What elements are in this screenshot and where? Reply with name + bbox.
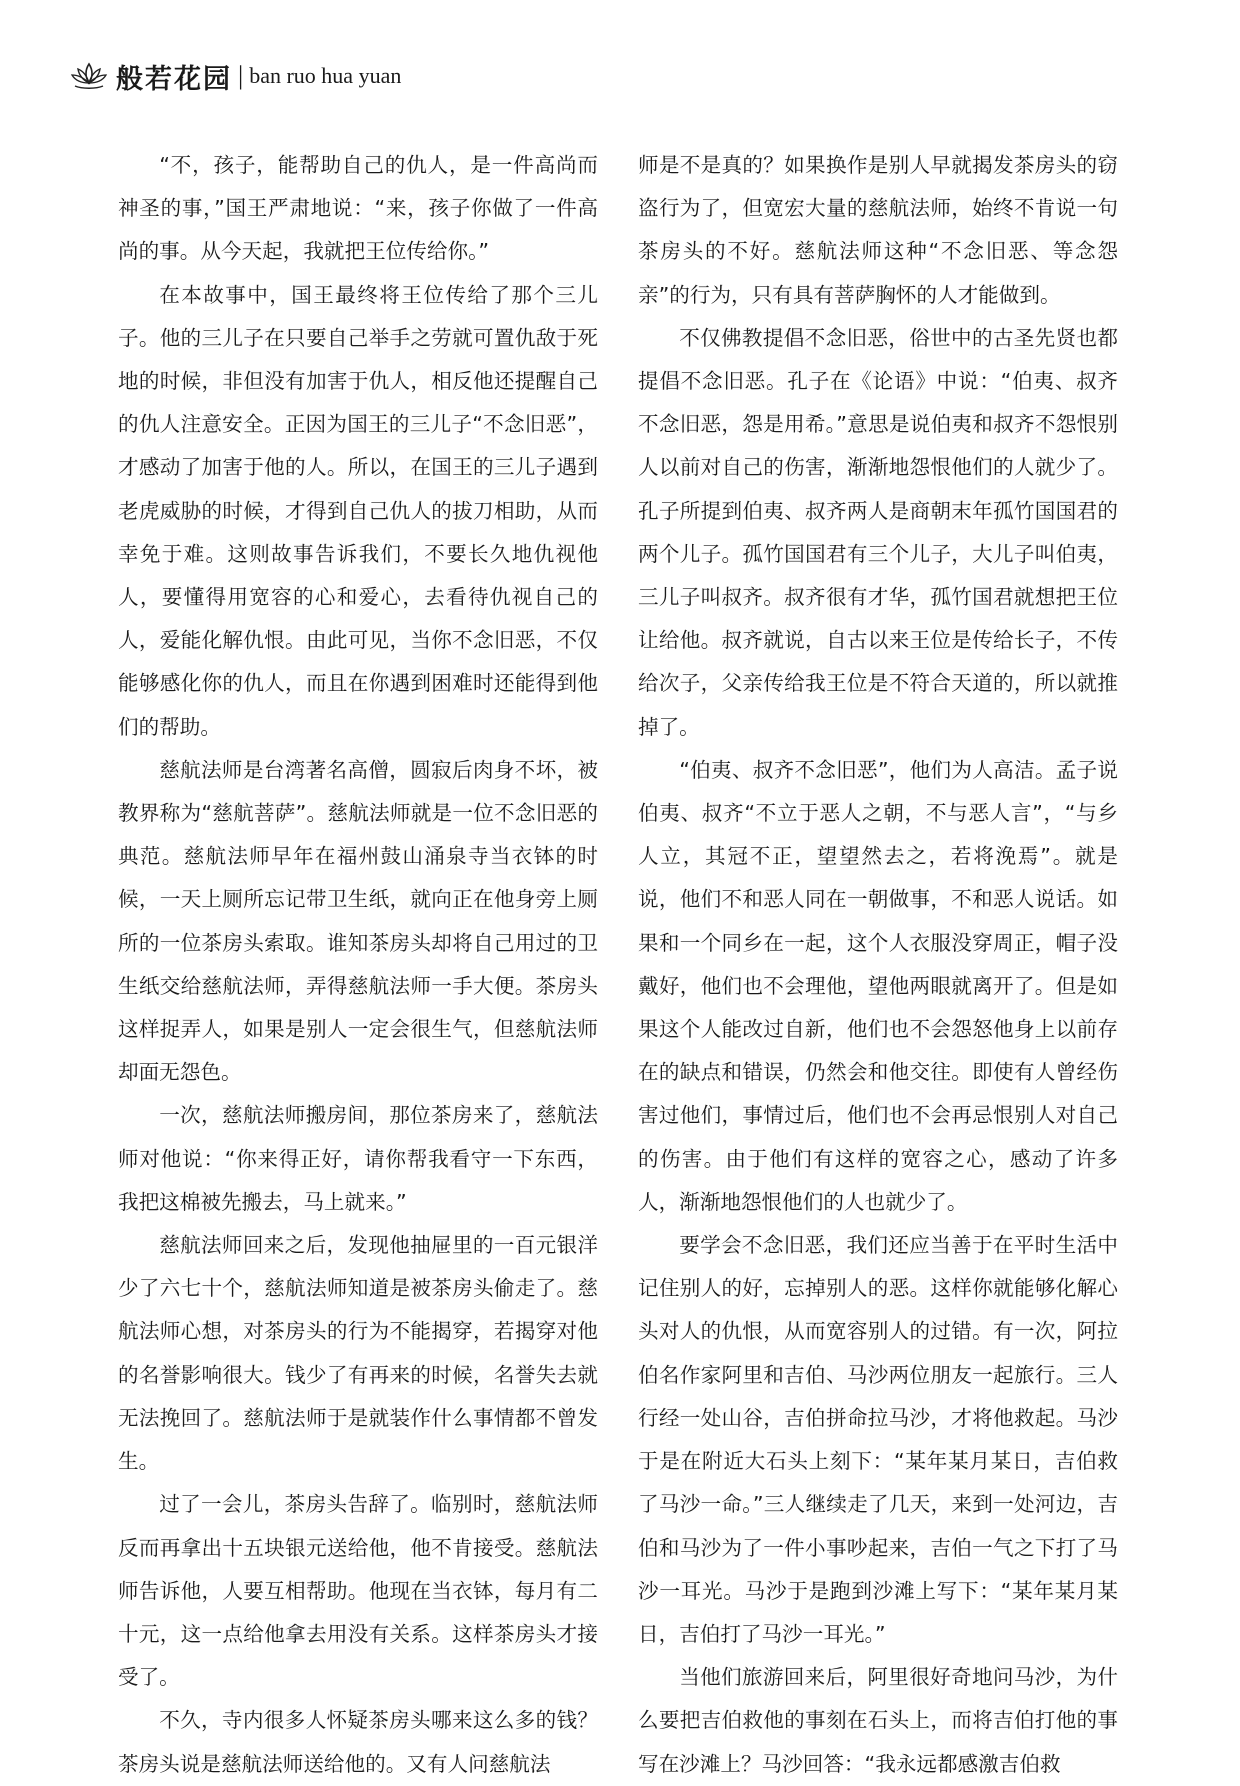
paragraph: 要学会不念旧恶，我们还应当善于在平时生活中记住别人的好，忘掉别人的恶。这样你就能够化解心头对人的仇恨，从而宽容别人的过错。有一次，阿拉伯名作家阿里和吉伯、马沙两位朋友一起旅行。三人行经一处山谷，吉伯拼命拉马沙，才将他救起。马沙于是在附近大石头上刻下：“某年某月某日，吉伯救了马沙一命。”三人继续走了几天，来到一处河边，吉伯和马沙为了一件小事吵起来，吉伯一气之下打了马沙一耳光。马沙于是跑到沙滩上写下：“某年某月某日，吉伯打了马沙一耳光。” <box>638 1233 1118 1646</box>
paragraph: 慈航法师是台湾著名高僧，圆寂后肉身不坏，被教界称为“慈航菩萨”。慈航法师就是一位不念旧恶的典范。慈航法师早年在福州鼓山涌泉寺当衣钵的时候，一天上厕所忘记带卫生纸，就向正在他身旁上厕所的一位茶房头索取。谁知茶房头却将自己用过的卫生纸交给慈航法师，弄得慈航法师一手大便。茶房头这样捉弄人，如果是别人一定会很生气，但慈航法师却面无怨色。 <box>118 757 598 1085</box>
paragraph: 不仅佛教提倡不念旧恶，俗世中的古圣先贤也都提倡不念旧恶。孔子在《论语》中说：“伯夷、叔齐不念旧恶，怨是用希。”意思是说伯夷和叔齐不怨恨别人以前对自己的伤害，渐渐地怨恨他们的人就少了。孔子所提到伯夷、叔齐两人是商朝末年孤竹国国君的两个儿子。孤竹国国君有三个儿子，大儿子叫伯夷，三儿子叫叔齐。叔齐很有才华，孤竹国君就想把王位让给他。叔齐就说，自古以来王位是传给长子，不传给次子，父亲传给我王位是不符合天道的，所以就推掉了。 <box>638 325 1118 739</box>
paragraph: 一次，慈航法师搬房间，那位茶房来了，慈航法师对他说：“你来得正好，请你帮我看守一下东西，我把这棉被先搬去，马上就来。” <box>118 1103 598 1214</box>
paragraph: 当他们旅游回来后，阿里很好奇地问马沙，为什么要把吉伯救他的事刻在石头上，而将吉伯打他的事写在沙滩上？马沙回答：“我永远都感激吉伯救 <box>638 1665 1118 1776</box>
lotus-icon <box>70 61 108 91</box>
paragraph: “伯夷、叔齐不念旧恶”，他们为人高洁。孟子说伯夷、叔齐“不立于恶人之朝，不与恶人言”，“与乡人立，其冠不正，望望然去之，若将浼焉”。就是说，他们不和恶人同在一朝做事，不和恶人说话。如果和一个同乡在一起，这个人衣服没穿周正，帽子没戴好，他们也不会理他，望他两眼就离开了。但是如果这个人能改过自新，他们也不会怨怒他身上以前存在的缺点和错误，仍然会和他交往。即使有人曾经伤害过他们，事情过后，他们也不会再忌恨别人对自己的伤害。由于他们有这样的宽容之心，感动了许多人，渐渐地怨恨他们的人也就少了。 <box>638 757 1118 1214</box>
paragraph-continuation: 师是不是真的？如果换作是别人早就揭发茶房头的窃盗行为了，但宽宏大量的慈航法师，始终不肯说一句茶房头的不好。慈航法师这种“不念旧恶、等念怨亲”的行为，只有具有菩萨胸怀的人才能做到。 <box>638 153 1118 307</box>
right-column <box>638 144 1118 1776</box>
paragraph: 慈航法师回来之后，发现他抽屉里的一百元银洋少了六七十个，慈航法师知道是被茶房头偷走了。慈航法师心想，对茶房头的行为不能揭穿，若揭穿对他的名誉影响很大。钱少了有再来的时候，名誉失去就无法挽回了。慈航法师于是就装作什么事情都不曾发生。 <box>118 1233 598 1474</box>
magazine-subtitle: ban ruo hua yuan <box>249 63 402 88</box>
paragraph: 在本故事中，国王最终将王位传给了那个三儿子。他的三儿子在只要自己举手之劳就可置仇敌于死地的时候，非但没有加害于仇人，相反他还提醒自己的仇人注意安全。正因为国王的三儿子“不念旧恶”，才感动了加害于他的人。所以，在国王的三儿子遇到老虎威胁的时候，才得到自己仇人的拔刀相助，从而幸免于难。这则故事告诉我们，不要长久地仇视他人，要懂得用宽容的心和爱心，去看待仇视自己的人，爱能化解仇恨。由此可见，当你不念旧恶，不仅能够感化你的仇人，而且在你遇到困难时还能得到他们的帮助。 <box>118 282 598 739</box>
left-column <box>118 144 598 1776</box>
header-separator: | <box>238 61 244 90</box>
paragraph: “不，孩子，能帮助自己的仇人，是一件高尚而神圣的事，”国王严肃地说：“来，孩子你做了一件高尚的事。从今天起，我就把王位传给你。” <box>118 153 598 264</box>
paragraph: 不久，寺内很多人怀疑茶房头哪来这么多的钱？茶房头说是慈航法师送给他的。又有人问慈航法 <box>118 1708 598 1776</box>
page-header <box>70 56 401 96</box>
magazine-title: 般若花园 <box>116 63 232 95</box>
paragraph: 过了一会儿，茶房头告辞了。临别时，慈航法师反而再拿出十五块银元送给他，他不肯接受。慈航法师告诉他，人要互相帮助。他现在当衣钵，每月有二十元，这一点给他拿去用没有关系。这样茶房头才接受了。 <box>118 1492 598 1690</box>
